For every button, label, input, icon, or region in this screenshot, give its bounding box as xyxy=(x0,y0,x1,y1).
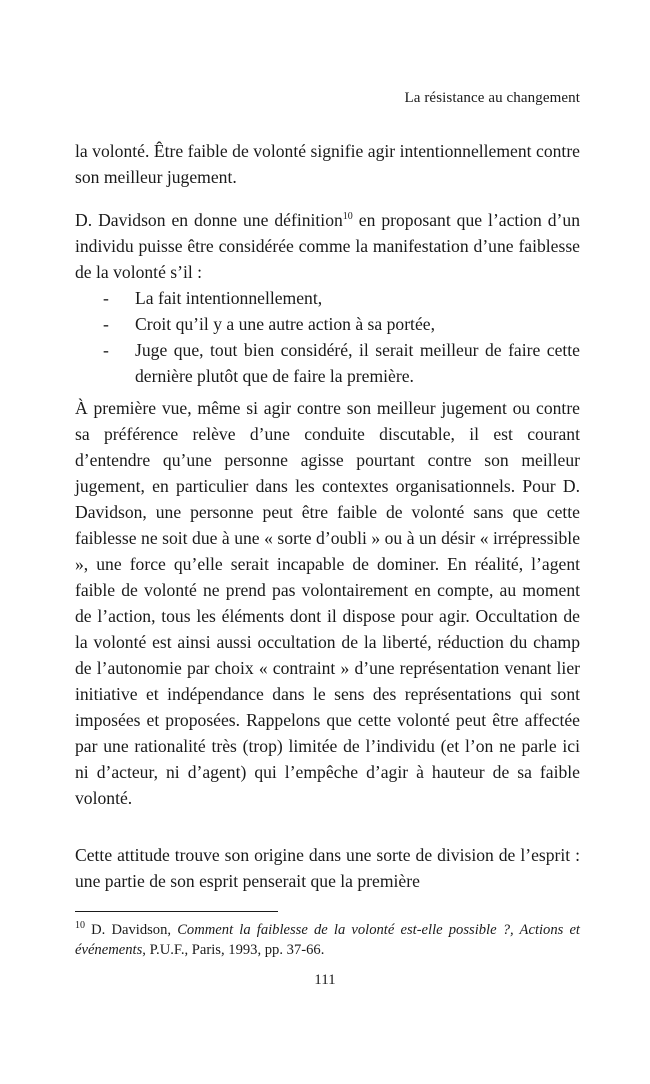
list-dash: - xyxy=(103,340,109,360)
paragraph-1: la volonté. Être faible de volonté signifie agir intentionnellement contre son meilleur jugement. xyxy=(75,141,580,187)
running-head: La résistance au changement xyxy=(404,90,580,106)
list-dash: - xyxy=(103,314,109,334)
list-item-text: Croit qu’il y a une autre action à sa portée, xyxy=(135,314,435,334)
list-item xyxy=(75,337,580,389)
footnote-details: , P.U.F., Paris, 1993, pp. 37-66. xyxy=(142,942,325,958)
criteria-list xyxy=(75,285,580,389)
page-number: 111 xyxy=(314,972,336,988)
footnote-number: 10 xyxy=(75,920,85,932)
footnote-reference: 10 xyxy=(342,211,353,223)
list-item-text: La fait intentionnellement, xyxy=(135,288,323,308)
footnote xyxy=(75,920,580,960)
list-item-text: Juge que, tout bien considéré, il serait meilleur de faire cette dernière plutôt que de faire la première. xyxy=(135,340,580,386)
footnote-title: Comment la faiblesse de la volonté est-elle possible ?, Actions et événements xyxy=(75,922,580,958)
list-dash: - xyxy=(103,288,109,308)
paragraph-2-text-b: en proposant que l’action d’un individu puisse être considérée comme la manifestation d’une faiblesse de la volonté s’il : xyxy=(75,210,581,282)
paragraph-3: À première vue, même si agir contre son meilleur jugement ou contre sa préférence relève d’une conduite discutable, il est courant d’entendre qu’une personne agisse pourtant contre son meilleur jugement, en particulier dans les contextes organisationnels. Pour D. Davidson, une personne peut être faible de volonté sans que cette faiblesse ne soit due à une « sorte d’oubli » ou à un désir « irrépressible », une force qu’elle serait incapable de dominer. En réalité, l’agent faible de volonté ne prend pas volontairement en compte, au moment de l’action, tous les éléments dont il dispose pour agir. Occultation de la volonté est ainsi aussi occultation de la liberté, réduction du champ de l’autonomie par choix « contraint » d’une représentation venant lier initiative et indépendance dans le sens des représentations qui sont imposées et proposées. Rappelons que cette volonté peut être affectée par une rationalité très (trop) limitée de l’individu (et l’on ne parle ici ni d’acteur, ni d’agent) qui l’empêche d’agir à hauteur de sa faible volonté. xyxy=(75,398,580,808)
paragraph-4: Cette attitude trouve son origine dans une sorte de division de l’esprit : une partie de son esprit penserait que la première xyxy=(75,845,580,891)
footnote-divider xyxy=(75,911,278,912)
list-item xyxy=(75,285,580,311)
paragraph-2 xyxy=(75,207,580,285)
list-item xyxy=(75,311,580,337)
footnote-author: D. Davidson, xyxy=(85,922,178,938)
paragraph-2-text-a: D. Davidson en donne une définition xyxy=(75,210,343,230)
